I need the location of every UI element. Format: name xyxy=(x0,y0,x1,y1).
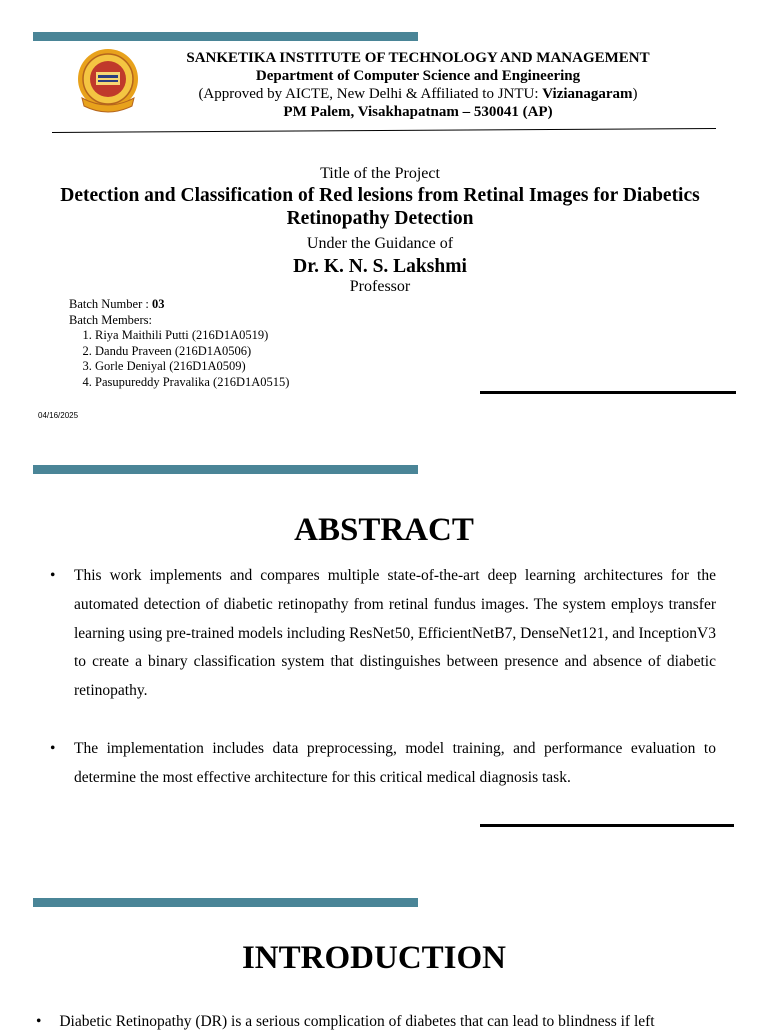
project-title-line-2: Retinopathy Detection xyxy=(286,208,474,229)
list-item: 1. Riya Maithili Putti (216D1A0519) xyxy=(95,328,289,344)
approval-line xyxy=(160,85,676,103)
batch-number-line xyxy=(69,297,289,313)
slide-date: 04/16/2025 xyxy=(38,411,79,420)
batch-details xyxy=(69,297,289,390)
abstract-heading: ABSTRACT xyxy=(294,512,474,548)
institute-header xyxy=(160,49,676,121)
approval-city: Vizianagaram xyxy=(542,86,633,102)
project-title xyxy=(40,184,720,230)
list-item: 4. Pasupureddy Pravalika (216D1A0515) xyxy=(95,375,289,391)
list-item xyxy=(48,735,716,793)
abstract-bullets xyxy=(48,562,716,793)
batch-number-label: Batch Number : xyxy=(69,297,152,311)
list-item xyxy=(48,562,716,706)
introduction-heading: INTRODUCTION xyxy=(241,940,507,976)
guide-name: Dr. K. N. S. Lakshmi xyxy=(293,256,467,277)
project-title-line-1: Detection and Classification of Red lesions from Retinal Images for Diabetics xyxy=(60,185,700,206)
approval-prefix: (Approved by AICTE, New Delhi & Affiliated to JNTU: xyxy=(198,86,543,102)
institute-emblem-logo xyxy=(76,48,140,114)
bullet-glyph: • xyxy=(50,739,56,757)
slide2-accent-bar xyxy=(33,465,418,474)
institute-name: SANKETIKA INSTITUTE OF TECHNOLOGY AND MANAGEMENT xyxy=(186,50,650,66)
slide1-footer-rule xyxy=(480,391,736,394)
department-name: Department of Computer Science and Engineering xyxy=(255,68,581,84)
slide2-footer-rule xyxy=(480,824,734,827)
bullet-glyph: • xyxy=(36,1013,42,1030)
slide3-accent-bar xyxy=(33,898,418,907)
slide1-accent-bar xyxy=(33,32,418,41)
approval-suffix: ) xyxy=(632,86,638,102)
guide-designation: Professor xyxy=(349,278,411,295)
introduction-bullet-text: Diabetic Retinopathy (DR) is a serious complication of diabetes that can lead to blindness if left xyxy=(59,1013,655,1030)
project-title-caption: Title of the Project xyxy=(320,165,440,182)
header-divider xyxy=(52,127,716,135)
list-item: 2. Dandu Praveen (216D1A0506) xyxy=(95,344,289,360)
introduction-first-bullet xyxy=(36,1011,736,1033)
abstract-bullet-text: The implementation includes data preprocessing, model training, and performance evaluation to determine the most effective architecture for this critical medical diagnosis task. xyxy=(74,739,716,786)
batch-members-list xyxy=(69,328,289,390)
institute-address: PM Palem, Visakhapatnam – 530041 (AP) xyxy=(283,104,553,120)
bullet-glyph: • xyxy=(50,567,56,584)
abstract-bullet-text: This work implements and compares multiple state-of-the-art deep learning architectures for the automated detection of diabetic retinopathy from retinal fundus images. The system employs transfer learning using pre-trained models including ResNet50, EfficientNetB7, DenseNet121, and InceptionV3 to create a binary classification system that distinguishes between presence and absence of diabetic retinopathy. xyxy=(74,567,716,700)
list-item: 3. Gorle Deniyal (216D1A0509) xyxy=(95,359,289,375)
batch-number-value: 03 xyxy=(151,297,165,311)
guidance-caption: Under the Guidance of xyxy=(306,235,454,252)
batch-members-label: Batch Members: xyxy=(69,312,152,327)
